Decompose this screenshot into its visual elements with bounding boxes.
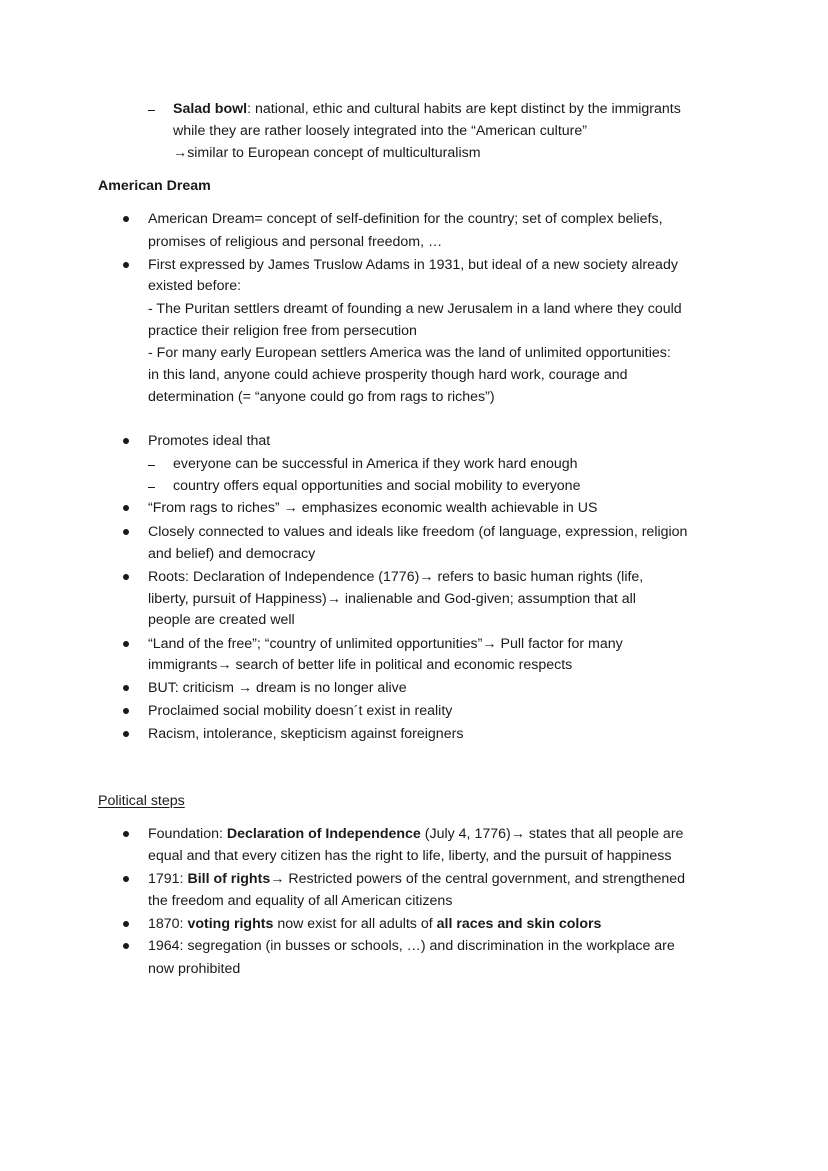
- bullet-marker: [123, 708, 129, 714]
- dash-marker: [148, 465, 155, 466]
- dream-b5-line-2: and belief) and democracy: [148, 546, 316, 562]
- dream-b2-line-1: First expressed by James Truslow Adams in 1931, but ideal of a new society already: [148, 257, 678, 273]
- bullet-marker: [123, 641, 129, 647]
- dream-b7-line-1: “Land of the free”; “country of unlimited opportunities”→ Pull factor for many: [148, 636, 623, 652]
- step-2-line-1: 1791: Bill of rights→ Restricted powers of the central government, and strengthened: [148, 871, 686, 887]
- bullet-marker: [123, 876, 129, 882]
- political-steps-heading: Political steps: [98, 793, 185, 809]
- bullet-marker: [123, 685, 129, 691]
- step-4-line-2: now prohibited: [148, 961, 241, 977]
- step-4-line-1: 1964: segregation (in busses or schools, …) and discrimination in the workplace are: [148, 938, 675, 954]
- bullet-marker: [123, 529, 129, 535]
- bullet-marker: [123, 943, 129, 949]
- dream-b3-sub-2: country offers equal opportunities and social mobility to everyone: [173, 478, 581, 494]
- dream-b3-sub-1: everyone can be successful in America if they work hard enough: [173, 456, 578, 472]
- dream-b5-line-1: Closely connected to values and ideals like freedom (of language, expression, religion: [148, 524, 688, 540]
- dream-b6-line-1: Roots: Declaration of Independence (1776)→ refers to basic human rights (life,: [148, 569, 644, 585]
- step-1-line-1: Foundation: Declaration of Independence (July 4, 1776)→ states that all people are: [148, 826, 684, 842]
- step-1-line-2: equal and that every citizen has the right to life, liberty, and the pursuit of happiness: [148, 848, 672, 864]
- dream-b2-line-7: determination (= “anyone could go from rags to riches”): [148, 389, 495, 405]
- bullet-marker: [123, 438, 129, 444]
- dream-b1-line-1: American Dream= concept of self-definition for the country; set of complex beliefs,: [148, 211, 663, 227]
- salad-bowl-line-3: →similar to European concept of multiculturalism: [173, 145, 481, 161]
- bullet-marker: [123, 262, 129, 268]
- bullet-marker: [123, 505, 129, 511]
- bullet-marker: [123, 574, 129, 580]
- dream-b2-line-3: - The Puritan settlers dreamt of founding a new Jerusalem in a land where they could: [148, 301, 682, 317]
- dream-b2-line-2: existed before:: [148, 278, 242, 294]
- salad-bowl-line-2: while they are rather loosely integrated into the “American culture”: [173, 123, 588, 139]
- dream-b2-line-5: - For many early European settlers America was the land of unlimited opportunities:: [148, 345, 671, 361]
- bullet-marker: [123, 831, 129, 837]
- bullet-marker: [123, 216, 129, 222]
- dream-b2-line-4: practice their religion free from persecution: [148, 323, 417, 339]
- dream-b7-line-2: immigrants→ search of better life in political and economic respects: [148, 657, 573, 673]
- dream-b1-line-2: promises of religious and personal freedom, …: [148, 234, 443, 250]
- dream-b4: “From rags to riches” → emphasizes economic wealth achievable in US: [148, 500, 598, 516]
- salad-bowl-text: : national, ethic and cultural habits are kept distinct by the immigrants: [247, 101, 681, 117]
- dream-b3: Promotes ideal that: [148, 433, 271, 449]
- dream-b8: BUT: criticism → dream is no longer alive: [148, 680, 407, 696]
- american-dream-heading: American Dream: [98, 178, 211, 194]
- step-3-line-1: 1870: voting rights now exist for all adults of all races and skin colors: [148, 916, 602, 932]
- bullet-marker: [123, 731, 129, 737]
- dream-b6-line-3: people are created well: [148, 612, 295, 628]
- bullet-marker: [123, 921, 129, 927]
- salad-bowl-term: Salad bowl: [173, 101, 248, 117]
- salad-bowl-line-1: [173, 100, 681, 118]
- step-2-line-2: the freedom and equality of all American citizens: [148, 893, 453, 909]
- dream-b6-line-2: liberty, pursuit of Happiness)→ inalienable and God-given; assumption that all: [148, 591, 636, 607]
- dream-b10: Racism, intolerance, skepticism against foreigners: [148, 726, 464, 742]
- dream-b2-line-6: in this land, anyone could achieve prosperity though hard work, courage and: [148, 367, 628, 383]
- dash-marker: [148, 487, 155, 488]
- dream-b9: Proclaimed social mobility doesn´t exist in reality: [148, 703, 453, 719]
- dash-marker: [148, 110, 155, 111]
